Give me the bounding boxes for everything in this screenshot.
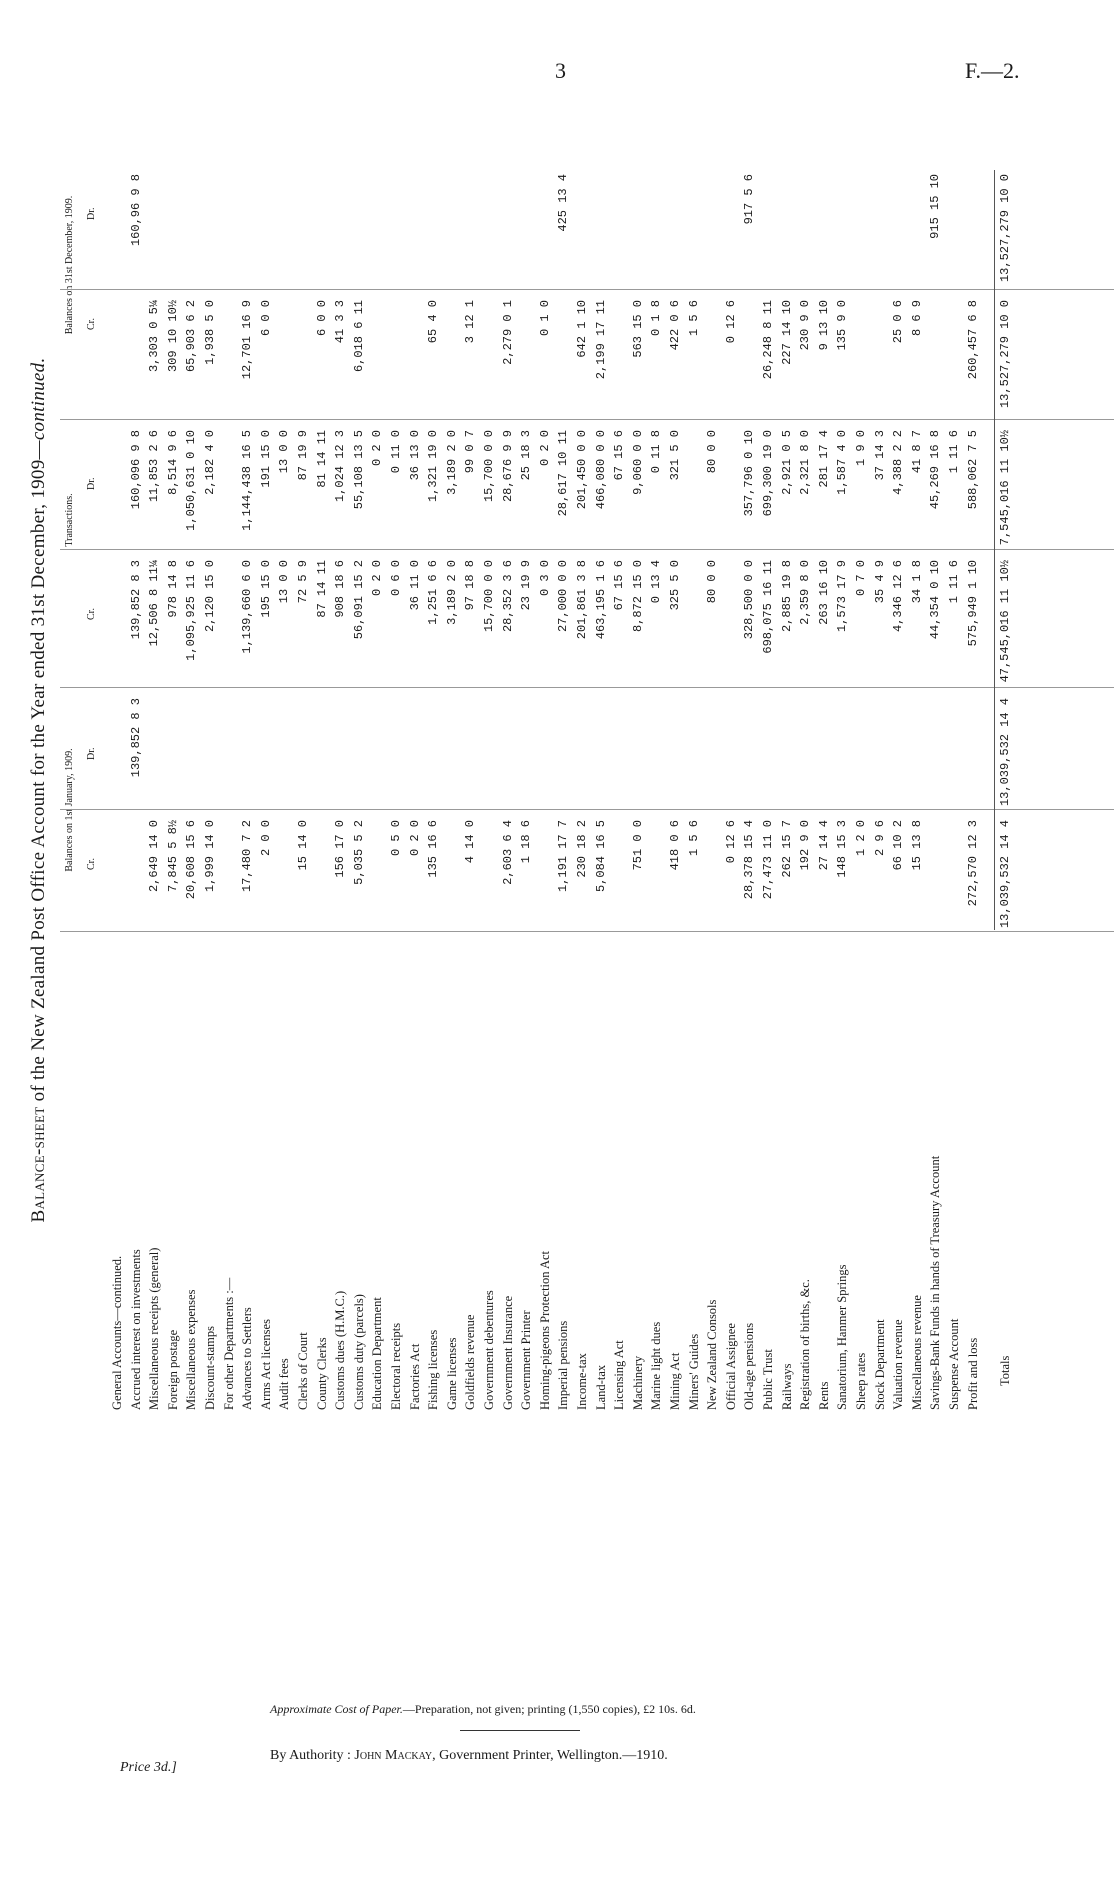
cell-t-dr: 281 17 4: [816, 430, 831, 488]
row-label: Education Department: [370, 1297, 385, 1410]
cell-t-dr: 37 14 3: [872, 430, 887, 481]
cell-t-cr: 1,139,660 6 0: [240, 560, 255, 654]
cell-t-cr: 195 15 0: [258, 560, 273, 618]
cell-t-cr: 36 11 0: [407, 560, 422, 611]
totals-t-cr: 47,545,016 11 10½: [998, 560, 1013, 683]
cell-o-dr: 139,852 8 3: [128, 698, 143, 778]
cell-t-dr: 1,321 19 0: [426, 430, 441, 503]
cell-t-cr: 1,095,925 11 6: [184, 560, 199, 661]
cost-text: —Preparation, not given; printing (1,550 copies), £2 10s. 6d.: [402, 1702, 696, 1716]
cell-t-cr: 12,506 8 11¼: [147, 560, 162, 647]
cell-t-dr: 3,189 2 0: [444, 430, 459, 495]
cell-t-dr: 41 8 7: [909, 430, 924, 474]
row-label: Advances to Settlers: [240, 1307, 255, 1410]
row-label: Imperial pensions: [556, 1320, 571, 1410]
printer-name: John Mackay: [354, 1748, 433, 1763]
row-label: Mining Act: [668, 1352, 682, 1410]
row-label: Discount-stamps: [203, 1325, 217, 1410]
closing-dr-header: Dr.: [86, 207, 97, 220]
cell-c-cr: 227 14 10: [779, 300, 794, 365]
cell-t-dr: 67 15 6: [612, 430, 627, 481]
cell-t-cr: 0 2 0: [370, 560, 385, 597]
row-label: Customs duty (parcels): [351, 1294, 366, 1410]
cell-c-cr: 12,701 16 9: [240, 300, 255, 380]
cell-c-cr: 1 5 6: [686, 300, 701, 337]
column-rule: [60, 809, 1114, 810]
cell-t-dr: 45,269 16 8: [928, 430, 943, 510]
authority-prefix: By Authority :: [270, 1748, 355, 1763]
row-label: Sanatorium, Hanmer Springs: [835, 1264, 850, 1410]
cell-t-dr: 28,617 10 11: [556, 430, 571, 517]
cell-c-cr: 2,199 17 11: [593, 300, 608, 380]
row-label: Profit and loss: [965, 1337, 980, 1410]
cell-t-cr: 28,352 3 6: [500, 560, 515, 633]
cell-t-dr: 1 9 0: [854, 430, 868, 467]
cell-o-cr: 4 14 0: [463, 820, 478, 864]
cell-t-cr: 263 16 10: [816, 560, 831, 625]
cell-t-dr: 4,388 2 2: [891, 430, 906, 495]
cell-t-dr: 13 0 0: [277, 430, 292, 474]
cost-label: Approximate Cost of Paper.: [270, 1702, 403, 1716]
cell-t-dr: 55,108 13 5: [351, 430, 366, 510]
cell-o-cr: 1,999 14 0: [203, 820, 217, 893]
cell-t-dr: 321 5 0: [668, 430, 682, 481]
cell-t-dr: 36 13 0: [407, 430, 422, 481]
cell-o-cr: 135 16 6: [426, 820, 441, 878]
sheet-reference: F.—2.: [965, 58, 1020, 83]
cell-o-cr: 0 12 6: [723, 820, 738, 864]
cell-o-cr: 2 0 0: [258, 820, 273, 857]
cell-o-cr: 15 13 8: [909, 820, 924, 871]
cell-c-cr: 9 13 10: [816, 300, 831, 351]
cell-c-cr: 642 1 10: [575, 300, 589, 358]
price-note: Price 3d.]: [120, 1760, 177, 1775]
row-label: Rents: [816, 1381, 831, 1410]
row-label: Official Assignee: [723, 1323, 738, 1410]
cell-t-cr: 908 18 6: [333, 560, 348, 618]
cell-c-cr: 230 9 0: [798, 300, 813, 351]
printer-imprint: [270, 1748, 668, 1764]
cell-t-dr: 81 14 11: [314, 430, 329, 488]
totals-o-dr: 13,039,532 14 4: [998, 698, 1013, 807]
opening-cr-header: Cr.: [86, 858, 97, 870]
row-label: Suspense Account: [947, 1318, 961, 1410]
transactions-cr-header: Cr.: [86, 608, 97, 620]
cell-t-dr: 8,514 9 6: [165, 430, 180, 495]
cell-t-cr: 35 4 9: [872, 560, 887, 604]
row-label: Miscellaneous revenue: [909, 1295, 924, 1410]
cell-t-cr: 67 15 6: [612, 560, 627, 611]
cell-t-dr: 0 2 0: [537, 430, 552, 467]
cell-t-dr: 699,300 19 0: [761, 430, 775, 517]
cell-t-cr: 87 14 11: [314, 560, 329, 618]
totals-t-dr: 7,545,016 11 10½: [998, 430, 1013, 546]
cell-t-dr: 1 11 6: [947, 430, 961, 474]
totals-c-dr: 13,527,279 10 0: [998, 174, 1013, 283]
title-prefix: Balance-sheet: [28, 1106, 49, 1223]
cell-o-cr: 0 5 0: [389, 820, 403, 857]
cell-t-cr: 978 14 8: [165, 560, 180, 618]
cell-t-dr: 28,676 9 9: [500, 430, 515, 503]
cell-o-cr: 2,649 14 0: [147, 820, 162, 893]
row-label: General Accounts—continued.: [110, 1255, 124, 1410]
cell-t-dr: 201,450 0 0: [575, 430, 589, 510]
totals-c-cr: 13,527,279 10 0: [998, 300, 1013, 409]
row-label: For other Departments :—: [221, 1277, 236, 1410]
closing-balances-header: Balances on 31st December, 1909.: [64, 195, 75, 335]
row-label: New Zealand Consols: [705, 1299, 720, 1410]
cell-c-cr: 65 4 0: [426, 300, 441, 344]
row-label: Income-tax: [575, 1353, 589, 1410]
cell-t-cr: 56,091 15 2: [351, 560, 366, 640]
row-label: Public Trust: [761, 1349, 775, 1410]
cell-t-dr: 2,182 4 0: [203, 430, 217, 495]
cell-c-cr: 0 1 8: [649, 300, 664, 337]
row-label: Stock Department: [872, 1319, 887, 1410]
cell-t-cr: 2,120 15 0: [203, 560, 217, 633]
cell-t-dr: 357,796 0 10: [742, 430, 757, 517]
row-label: Registration of births, &c.: [798, 1279, 813, 1410]
cell-t-cr: 328,500 0 0: [742, 560, 757, 640]
cell-t-dr: 9,060 0 0: [630, 430, 645, 495]
row-label: Electoral receipts: [389, 1322, 403, 1410]
cell-t-cr: 0 7 0: [854, 560, 868, 597]
row-label: Miners' Guides: [686, 1333, 701, 1410]
cell-t-dr: 0 2 0: [370, 430, 385, 467]
balance-sheet-table: [28, 170, 1110, 1410]
cell-t-cr: 463,195 1 6: [593, 560, 608, 640]
divider: [460, 1730, 580, 1731]
authority-rest: , Government Printer, Wellington.—1910.: [432, 1748, 668, 1763]
row-label: Fishing licenses: [426, 1329, 441, 1410]
row-label: Arms Act licenses: [258, 1319, 273, 1410]
cell-c-cr: 563 15 0: [630, 300, 645, 358]
totals-o-cr: 13,039,532 14 4: [998, 820, 1013, 929]
row-label: Miscellaneous expenses: [184, 1289, 199, 1410]
totals-rule: [994, 170, 995, 930]
cell-c-cr: 135 9 0: [835, 300, 850, 351]
cell-c-cr: 26,248 8 11: [761, 300, 775, 380]
row-label: Audit fees: [277, 1358, 292, 1410]
cell-o-cr: 418 0 6: [668, 820, 682, 871]
cell-o-cr: 5,035 5 2: [351, 820, 366, 885]
cell-c-cr: 0 12 6: [723, 300, 738, 344]
cell-t-dr: 11,853 2 6: [147, 430, 162, 503]
opening-dr-header: Dr.: [86, 747, 97, 760]
page-number: 3: [555, 58, 566, 83]
cell-t-dr: 191 15 0: [258, 430, 273, 488]
cell-c-cr: 2,279 0 1: [500, 300, 515, 365]
cell-t-cr: 80 0 0: [705, 560, 720, 604]
cell-t-cr: 1 11 6: [947, 560, 961, 604]
cell-o-cr: 262 15 7: [779, 820, 794, 878]
cell-o-cr: 1 18 6: [519, 820, 534, 864]
row-label: Foreign postage: [165, 1329, 180, 1410]
cell-t-dr: 588,062 7 5: [965, 430, 980, 510]
cell-o-cr: 27,473 11 0: [761, 820, 775, 900]
row-label: Government Printer: [519, 1310, 534, 1410]
cell-o-cr: 1 2 0: [854, 820, 868, 857]
cell-t-dr: 15,700 0 0: [482, 430, 496, 503]
cell-o-cr: 20,608 15 6: [184, 820, 199, 900]
cell-t-dr: 2,921 0 5: [779, 430, 794, 495]
cell-t-cr: 3,189 2 0: [444, 560, 459, 625]
cell-c-dr: 917 5 6: [742, 174, 757, 225]
row-label: Savings-Bank Funds in hands of Treasury Account: [928, 1155, 943, 1410]
row-label: Marine light dues: [649, 1321, 664, 1410]
cell-t-dr: 160,096 9 8: [128, 430, 143, 510]
cell-o-cr: 751 0 0: [630, 820, 645, 871]
cell-t-cr: 0 13 4: [649, 560, 664, 604]
cell-t-dr: 0 11 8: [649, 430, 664, 474]
cell-t-cr: 201,861 3 8: [575, 560, 589, 640]
cell-c-cr: 6 0 0: [314, 300, 329, 337]
sheet-title: [28, 170, 50, 1410]
cell-o-cr: 2 9 6: [872, 820, 887, 857]
column-rule: [60, 289, 1114, 290]
row-label: Valuation revenue: [891, 1319, 906, 1410]
cell-c-cr: 309 10 10½: [165, 300, 180, 373]
cell-o-cr: 230 18 2: [575, 820, 589, 878]
cell-t-cr: 1,251 6 6: [426, 560, 441, 625]
cell-t-dr: 99 0 7: [463, 430, 478, 474]
cell-t-cr: 698,075 16 11: [761, 560, 775, 654]
cell-c-cr: 3 12 1: [463, 300, 478, 344]
cell-c-cr: 6,018 6 11: [351, 300, 366, 373]
cell-t-dr: 25 18 3: [519, 430, 534, 481]
cell-c-cr: 260,457 6 8: [965, 300, 980, 380]
cell-c-cr: 3,303 0 5¼: [147, 300, 162, 373]
closing-cr-header: Cr.: [86, 318, 97, 330]
cell-o-cr: 66 10 2: [891, 820, 906, 871]
row-label: Accrued interest on investments: [128, 1249, 143, 1410]
cell-t-cr: 15,700 0 0: [482, 560, 496, 633]
cell-t-cr: 0 3 0: [537, 560, 552, 597]
cell-t-dr: 0 11 0: [389, 430, 403, 474]
cell-t-cr: 2,885 19 8: [779, 560, 794, 633]
cell-t-dr: 2,321 8 0: [798, 430, 813, 495]
row-label: Sheep rates: [854, 1352, 868, 1410]
cell-t-cr: 27,000 0 0: [556, 560, 571, 633]
row-label: Government debentures: [482, 1290, 496, 1410]
cell-t-cr: 0 6 0: [389, 560, 403, 597]
cell-t-cr: 13 0 0: [277, 560, 292, 604]
cell-o-cr: 0 2 0: [407, 820, 422, 857]
cell-t-dr: 87 19 9: [296, 430, 310, 481]
cell-o-cr: 1 5 6: [686, 820, 701, 857]
cell-o-cr: 2,603 6 4: [500, 820, 515, 885]
cell-c-cr: 8 6 9: [909, 300, 924, 337]
cell-o-cr: 27 14 4: [816, 820, 831, 871]
cell-t-cr: 325 5 0: [668, 560, 682, 611]
cell-t-dr: 80 0 0: [705, 430, 720, 474]
row-label: Government Insurance: [500, 1295, 515, 1410]
transactions-dr-header: Dr.: [86, 477, 97, 490]
row-label: Game licenses: [444, 1337, 459, 1410]
cell-t-cr: 4,346 12 6: [891, 560, 906, 633]
cell-t-cr: 2,359 8 0: [798, 560, 813, 625]
cell-c-dr: 425 13 4: [556, 174, 571, 232]
cell-t-cr: 1,573 17 9: [835, 560, 850, 633]
cell-o-cr: 17,480 7 2: [240, 820, 255, 893]
cell-o-cr: 156 17 0: [333, 820, 348, 878]
cell-o-cr: 148 15 3: [835, 820, 850, 878]
row-label: Railways: [779, 1363, 794, 1410]
row-label: Factories Act: [407, 1343, 422, 1410]
cell-t-dr: 1,050,631 0 10: [184, 430, 199, 531]
cell-c-cr: 25 0 6: [891, 300, 906, 344]
cell-t-dr: 1,024 12 3: [333, 430, 348, 503]
row-label: Homing-pigeons Protection Act: [537, 1250, 552, 1410]
cell-t-cr: 44,354 0 10: [928, 560, 943, 640]
cell-c-cr: 1,938 5 0: [203, 300, 217, 365]
cell-c-cr: 41 3 3: [333, 300, 348, 344]
cell-o-cr: 15 14 0: [296, 820, 310, 871]
cell-t-dr: 466,080 0 0: [593, 430, 608, 510]
row-label: Land-tax: [593, 1364, 608, 1410]
cell-o-cr: 272,570 12 3: [965, 820, 980, 907]
opening-balances-header: Balances on 1st January, 1909.: [64, 748, 75, 872]
cell-c-cr: 0 1 0: [537, 300, 552, 337]
title-suffix: continued.: [28, 357, 49, 441]
cell-t-cr: 23 19 9: [519, 560, 534, 611]
row-label: Licensing Act: [612, 1340, 627, 1410]
cell-c-cr: 6 0 0: [258, 300, 273, 337]
cell-t-cr: 575,949 1 10: [965, 560, 980, 647]
cell-t-cr: 8,872 15 0: [630, 560, 645, 633]
cell-c-cr: 65,903 6 2: [184, 300, 199, 373]
cell-o-cr: 5,084 16 5: [593, 820, 608, 893]
totals-label: Totals: [998, 1355, 1013, 1386]
title-rest: of the New Zealand Post Office Account for the Year ended 31st December, 1909—: [28, 440, 49, 1107]
cell-c-dr: 915 15 10: [928, 174, 943, 239]
row-label: Goldfields revenue: [463, 1314, 478, 1410]
cell-c-cr: 422 0 6: [668, 300, 682, 351]
cell-o-cr: 7,845 5 8½: [165, 820, 180, 893]
cell-t-cr: 72 5 9: [296, 560, 310, 604]
cell-t-cr: 97 18 8: [463, 560, 478, 611]
cell-o-cr: 28,378 15 4: [742, 820, 757, 900]
row-label: Machinery: [630, 1355, 645, 1410]
cell-t-cr: 139,852 8 3: [128, 560, 143, 640]
cost-of-paper: [270, 1702, 696, 1717]
cell-c-dr: 160,96 9 8: [128, 174, 143, 247]
cell-t-cr: 34 1 8: [909, 560, 924, 604]
row-label: County Clerks: [314, 1337, 329, 1410]
cell-o-cr: 1,191 17 7: [556, 820, 571, 893]
transactions-header: Transactions.: [64, 493, 75, 547]
row-label: Customs dues (H.M.C.): [333, 1290, 348, 1410]
row-label: Miscellaneous receipts (general): [147, 1247, 162, 1410]
row-label: Clerks of Court: [296, 1332, 310, 1410]
cell-t-dr: 1,587 4 0: [835, 430, 850, 495]
cell-t-dr: 1,144,438 16 5: [240, 430, 255, 531]
cell-o-cr: 192 9 0: [798, 820, 813, 871]
row-label: Old-age pensions: [742, 1322, 757, 1410]
